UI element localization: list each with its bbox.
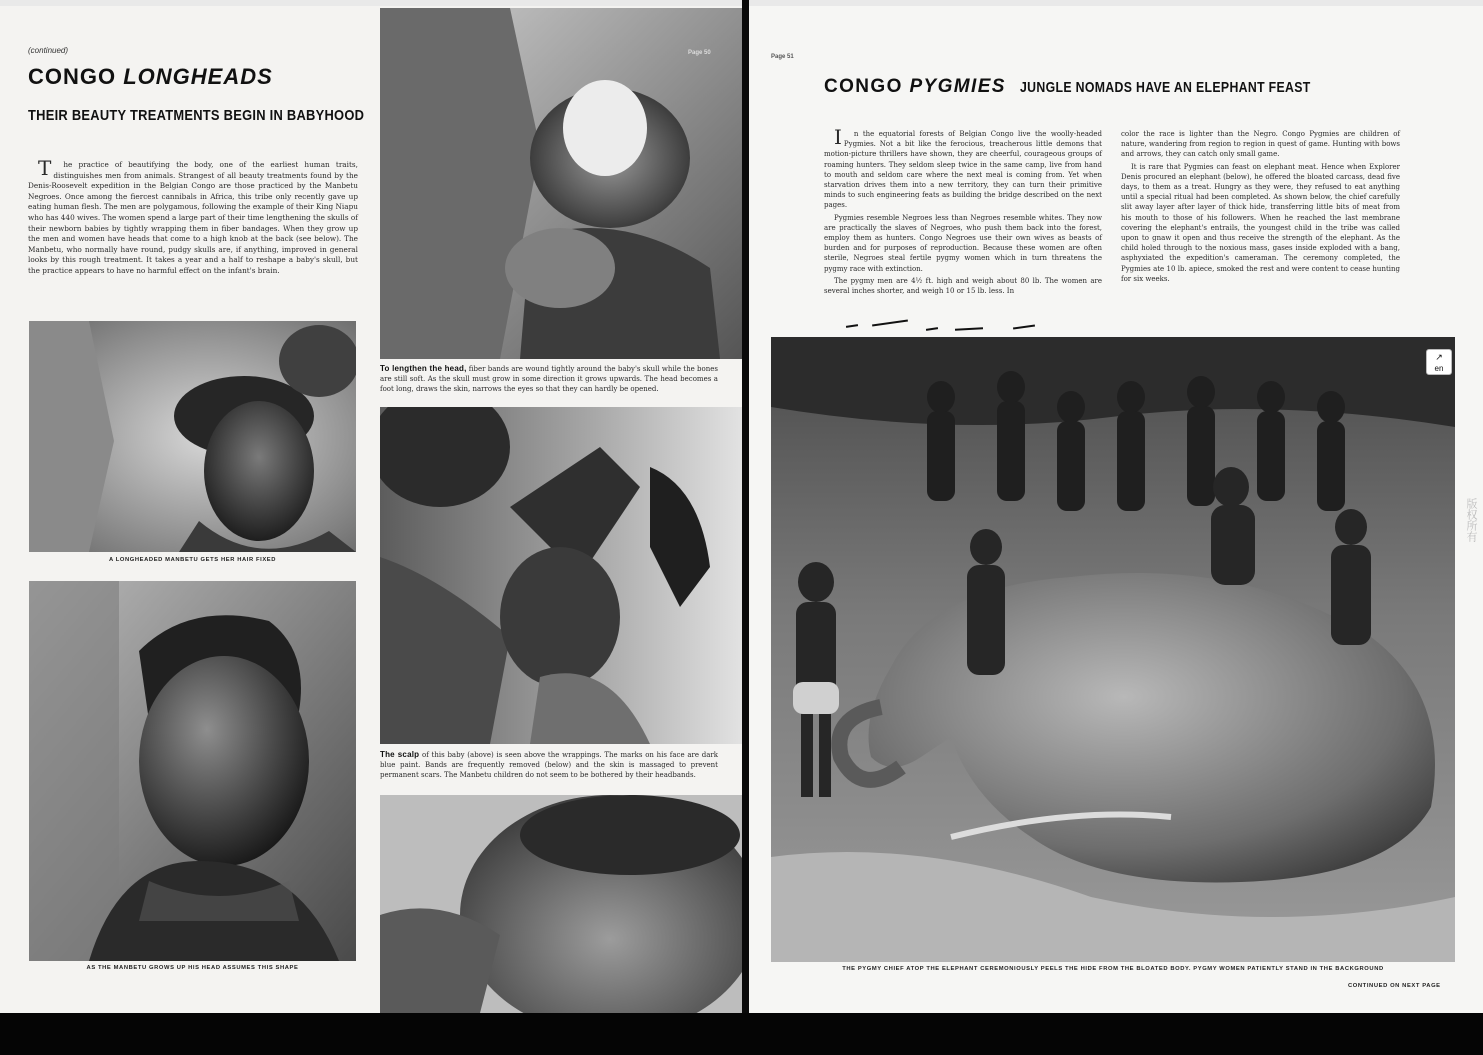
bottom-black-band <box>0 1013 1483 1055</box>
left-body-paragraph: The practice of beautifying the body, one of the earliest human traits, distinguishes men from animals. Strangest of all beauty treatments found by the Denis-Roosevelt expedition in the Belgian Congo are those practiced by the Manbetu Negroes. Once among the fiercest cannibals in Africa, this tribe only recently gave up eating human flesh. The men are polygamous, following the example of their King Niapu who has 440 wives. The women spend a large part of their time lengthening the skulls of their newborn babies by tightly wrapping them in fiber bandages. When they grow up the men and women have heads that come to a high knob at the back (see below). The Manbetu, who normally have round, pudgy skulls are, if anything, improved in general looks by this rough treatment. It takes a year and a half to reshape a baby's skull, but the practice appears to have no harmful effect on the infant's brain. <box>28 156 358 275</box>
photo-grown-longhead <box>29 581 356 961</box>
right-page-number: Page 51 <box>771 54 794 60</box>
caption-scalp <box>380 750 718 780</box>
right-page-subtitle: JUNGLE NOMADS HAVE AN ELEPHANT FEAST <box>1019 79 1311 96</box>
caption-hair-fixed: A LONGHEADED MANBETU GETS HER HAIR FIXED <box>108 557 277 563</box>
right-body-column-1 <box>824 125 1102 298</box>
photo-baby-bandage <box>380 8 742 359</box>
left-page-title <box>28 64 273 90</box>
caption-scalp-text: of this baby (above) is seen above the wrappings. The marks on his face are dark blue paint. Bands are frequently removed (below) and the skin is massaged to prevent permanent scars. The Manbetu children do not seem to be bothered by their headbands. <box>380 751 718 779</box>
translate-widget-button[interactable] <box>1426 349 1452 375</box>
left-body-text <box>28 156 358 279</box>
photo-hair-fixed <box>29 321 356 552</box>
photo-elephant-feast <box>771 337 1455 962</box>
photo-child-face <box>380 795 742 1013</box>
right-body-column-2 <box>1121 129 1400 286</box>
pygmies-paragraph-2: Pygmies resemble Negroes less than Negroes resemble whites. They now are practically the slaves of Negroes, who push them back into the forest, employ them as hunters. Congo Negroes use their own wives as beasts of burden and for purposes of reproduction. Because these women are often sterile, Negroes steal fertile pygmy women which in turn threatens the pygmy race with extinction. <box>824 213 1102 273</box>
title-word-congo: CONGO <box>28 64 124 89</box>
title-word-pygmies: PYGMIES <box>909 76 1006 97</box>
caption-grows-up: AS THE MANBETU GROWS UP HIS HEAD ASSUMES THIS SHAPE <box>86 965 299 971</box>
title-word-longheads: LONGHEADS <box>123 64 273 89</box>
left-page-number: Page 50 <box>688 50 711 56</box>
right-page-title <box>824 76 1374 98</box>
caption-lengthen-text: fiber bands are wound tightly around the baby's skull while the bones are still soft. As the skull must grow in some direction it grows upwards. The head becomes a foot long, draws the skin, narrows the eyes so that they can hardly be opened. <box>380 365 718 393</box>
left-page-subtitle: THEIR BEAUTY TREATMENTS BEGIN IN BABYHOOD <box>28 107 365 124</box>
pygmies-paragraph-3: The pygmy men are 4½ ft. high and weigh about 80 lb. The women are several inches shorter, and weigh 10 or 15 lb. less. In <box>824 276 1102 296</box>
caption-elephant-feast: THE PYGMY CHIEF ATOP THE ELEPHANT CEREMONIOUSLY PEELS THE HIDE FROM THE BLOATED BODY. PYGMY WOMEN PATIENTLY STAND IN THE BACKGROUND <box>842 966 1384 972</box>
spread-gutter <box>742 0 749 1055</box>
watermark-side-text: 版权所有 <box>1465 498 1478 542</box>
translate-language-label: en <box>1434 364 1444 373</box>
translate-arrow-icon: ↗ <box>1435 352 1443 362</box>
continued-on-next-page: CONTINUED ON NEXT PAGE <box>1348 983 1441 989</box>
continued-label: (continued) <box>28 46 69 55</box>
pygmies-paragraph-1: In the equatorial forests of Belgian Congo live the woolly-headed Pygmies. Not a bit like the ferocious, treacherous little demons that motion-picture thrillers have shown, they are cheerful, courageous groups of roaming hunters. They seldom sleep twice in the same camp, live from hand to mouth and seldom care where the next meal is coming from. Yet when starvation drives them into a new territory, they can turn their primitive minds to such engineering feats as building the bridge described on the next pages. <box>824 125 1102 210</box>
photo-baby-headband <box>380 407 742 744</box>
caption-lengthen-lead: To lengthen the head, <box>380 364 467 373</box>
caption-lengthen-head <box>380 364 718 394</box>
pygmies-paragraph-4: color the race is lighter than the Negro. Congo Pygmies are children of nature, wandering from region to region in quest of game. Hunting with bows and arrows, they can catch only small game. <box>1121 130 1400 159</box>
caption-scalp-lead: The scalp <box>380 750 420 759</box>
pygmies-paragraph-5: It is rare that Pygmies can feast on elephant meat. Hence when Explorer Denis procured an elephant (below), he offered the bloated carcass, dead five days, to them as a treat. Hungry as they were, they refused to eat anything until a special ritual had been completed. As shown below, the chief carefully slit away layer after layer of thick hide, transferring little bits of meat from his mouth to those of his followers. When he reached the last membrane covering the elephant's entrails, the youngest child in the tribe was called upon to gnaw it open and thus receive the strength of the elephant. As the child holed through to the noxious mass, gases inside exploded with a bang, asphyxiated the expedition's cameraman. The ceremony completed, the Pygmies ate 10 lb. apiece, smoked the rest and were content to cease hunting for six weeks. <box>1121 162 1400 283</box>
title-word-congo-right: CONGO <box>824 76 910 97</box>
